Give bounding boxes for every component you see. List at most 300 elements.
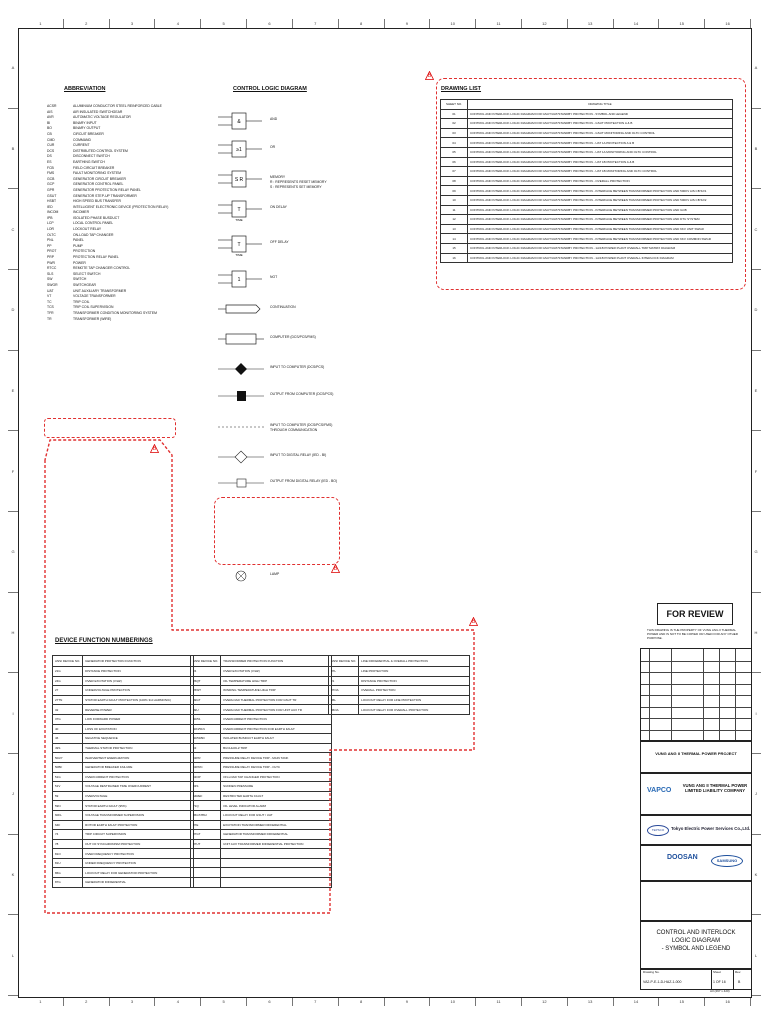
device-function: VOLTAGE TRANSFORMER SUPERVISION	[83, 810, 194, 820]
left-ruler	[8, 28, 18, 996]
device-function: LOCKOUT RELAY FOR OVERALL PROTECTION	[359, 705, 470, 715]
device-function: TRIP CIRCUIT SUPERVISION	[83, 830, 194, 840]
abbreviation-meaning: CURRENT	[73, 143, 90, 148]
abbreviation-code: GCB	[47, 176, 55, 181]
svg-text:&: &	[237, 119, 241, 125]
ruler-row: L	[8, 915, 18, 996]
device-function-header: GENERATOR PROTECTION FUNCTION	[83, 656, 194, 667]
title-box	[640, 920, 752, 970]
device-no-header: ANSI DEVICE NO.	[191, 656, 221, 667]
logic-label: COMPUTER (DCS/PCS/FMS)	[270, 335, 316, 339]
abbreviation-code: TR	[47, 316, 52, 321]
device-no: 26WT	[191, 686, 221, 696]
device-no: 49U	[191, 705, 221, 715]
contractor-logo: DOOSAN	[667, 854, 698, 861]
abbreviation-meaning: FIELD CIRCUIT BREAKER	[73, 165, 115, 170]
abbreviation-meaning: EARTHING SWITCH	[73, 159, 105, 164]
ruler-row: L	[751, 915, 761, 996]
ruler-col: 14	[614, 997, 660, 1006]
device-function: OVER FREQUENCY PROTECTION	[83, 849, 194, 859]
device-function: OVERLOAD THERMAL PROTECTION FOR UNIT AUX TR	[221, 705, 332, 715]
abbreviation-code: PP	[47, 243, 52, 248]
abbreviation-code: INCOM	[47, 210, 59, 215]
revision-triangle: B	[331, 564, 340, 573]
device-no: 87OA	[329, 686, 359, 696]
abbreviation-code: LCP	[47, 221, 54, 226]
device-no: 50N/51N	[191, 724, 221, 734]
ruler-col: 6	[247, 997, 293, 1006]
doc-number-box	[640, 968, 752, 990]
abbreviation-meaning: INCOMER	[73, 210, 90, 215]
ruler-col: 9	[385, 997, 431, 1006]
abbreviation-code: OLTC	[47, 232, 56, 237]
abbreviation-meaning: ON-LOAD TAP CHANGER	[73, 232, 114, 237]
ruler-row: D	[8, 270, 18, 351]
abbreviation-meaning: DISCONNECT SWITCH	[73, 154, 110, 159]
ruler-col: 2	[64, 19, 110, 28]
device-function: THERMAL STATOR PROTECTION	[83, 743, 194, 753]
device-function-header: TRANSFORMER PROTECTION FUNCTION	[221, 656, 332, 667]
ruler-row: J	[751, 754, 761, 835]
ruler-row: A	[8, 28, 18, 109]
drawing-title-cell: CONTROL AND INTERLOCK LOGIC DIAGRAM FOR GSUT/UAT/STANDBY PROTECTION - INTERFACE BETWEEN TRANSFORMER PROTECTION AND GCB	[468, 205, 733, 215]
ruler-col: 12	[522, 19, 568, 28]
logic-symbol	[218, 359, 264, 381]
drawing-title-cell: CONTROL AND INTERLOCK LOGIC DIAGRAM FOR GSUT/UAT/STANDBY PROTECTION - GSUT MONITORING AND OLTC CONTROL	[468, 128, 733, 138]
device-no: 87L	[329, 667, 359, 677]
sheet-no: 09	[441, 186, 468, 196]
abbreviation-meaning: GENERATOR CIRCUIT BREAKER	[73, 176, 126, 181]
device-no: 21G	[53, 667, 83, 677]
abbreviation-code: SWGR	[47, 283, 58, 287]
ruler-col: 3	[110, 997, 156, 1006]
project-box	[640, 740, 752, 774]
ruler-col: 5	[201, 19, 247, 28]
svg-text:TIME: TIME	[235, 218, 243, 221]
top-ruler	[18, 19, 751, 28]
device-function: ON-LOAD TAP CHANGER PROTECTION	[221, 772, 332, 782]
device-function: OIL TEMPERATURE HIGH TRIP	[221, 676, 332, 686]
logic-symbol	[218, 299, 264, 321]
device-function: LINE PROTECTION	[359, 667, 470, 677]
device-no: 87GT	[191, 830, 221, 840]
logic-title: CONTROL LOGIC DIAGRAM	[233, 86, 307, 92]
logic-symbol	[218, 386, 264, 408]
abbreviation-code: PNL	[47, 238, 54, 243]
device-no: 86OA	[329, 705, 359, 715]
ruler-col: 15	[659, 997, 705, 1006]
device-function: OIL LEVEL INDICATOR ALARM	[221, 801, 332, 811]
logic-label: ON DELAY	[270, 205, 287, 209]
device-no: 40	[53, 724, 83, 734]
rev-number: B	[738, 980, 741, 984]
drawing-title-cell: CONTROL AND INTERLOCK LOGIC DIAGRAM FOR GSUT/UAT/STANDBY PROTECTION - UAT 1A PROTECTION A & B	[468, 138, 733, 148]
title-line-2: LOGIC DIAGRAM	[671, 938, 721, 944]
sheet-no: 12	[441, 215, 468, 225]
device-function: OVERCURRENT PROTECTION	[83, 772, 194, 782]
drawing-title-cell: CONTROL AND INTERLOCK LOGIC DIAGRAM FOR GSUT/UAT/STANDBY PROTECTION - 1A/1B POWER PLANT OVERALL INTERLOCK DIAGRAM	[468, 253, 733, 263]
blank-box	[640, 880, 752, 922]
drawing-title-cell: CONTROL AND INTERLOCK LOGIC DIAGRAM FOR GSUT/UAT/STANDBY PROTECTION - GSUT PROTECTION A & B	[468, 119, 733, 129]
drawing-title-cell: CONTROL AND INTERLOCK LOGIC DIAGRAM FOR GSUT/UAT/STANDBY PROTECTION - INTERFACE BETWEEN TRANSFORMER PROTECTION AND 6KV COMMON SWGR	[468, 234, 733, 244]
ruler-col: 10	[430, 19, 476, 28]
ruler-row: B	[8, 109, 18, 190]
drawing-title	[641, 929, 751, 953]
device-function: PRESSURE RELAY DEVICE TRIP - OLTC	[221, 762, 332, 772]
review-text: FOR REVIEW	[666, 609, 724, 619]
abbreviation-code: AIS	[47, 109, 53, 114]
ruler-row: I	[751, 673, 761, 754]
svg-text:T: T	[237, 207, 241, 213]
abbreviation-code: TC	[47, 299, 52, 304]
ruler-col: 13	[568, 19, 614, 28]
abbreviation-meaning: BINARY INPUT	[73, 120, 97, 125]
abbreviation-list	[47, 104, 217, 322]
device-function: EXCITATION TRANSFORMER DIFFERENTIAL	[221, 820, 332, 830]
review-note: THIS DRAWING IS THE PROPERTY OF VUNG ANG II THERMAL POWER AND IS NOT TO BE COPIED OR USED FOR ANY OTHER PURPOSE.	[647, 628, 738, 640]
ruler-row: H	[751, 593, 761, 674]
ruler-col: 11	[476, 997, 522, 1006]
doc-label: Drawing No.	[643, 970, 660, 974]
device-no: 50/51	[191, 714, 221, 724]
contractor-box	[640, 844, 752, 882]
device-no: 50/51BD	[191, 734, 221, 744]
ruler-col: 13	[568, 997, 614, 1006]
logic-symbol	[218, 139, 264, 161]
abbreviation-code: ES	[47, 159, 52, 164]
device-no: 63OP	[191, 772, 221, 782]
device-function: RESTRICTED EARTH FAULT	[221, 791, 332, 801]
device-function: VOLTAGE RESTRAINED TIME OVERCURRENT	[83, 782, 194, 792]
logic-label: MEMORY R : REPRESENTS RESET MEMORY S : REPRESENTS SET MEMORY	[270, 175, 327, 189]
col-sheet: SHEET NO.	[441, 100, 468, 110]
consultant-name: Tokyo Electric Power Services Co.,Ltd.	[671, 826, 751, 831]
sheet-no: 16	[441, 253, 468, 263]
abbreviation-code: AVR	[47, 115, 54, 120]
ruler-row: B	[751, 109, 761, 190]
ruler-row: H	[8, 593, 18, 674]
logic-label: OFF DELAY	[270, 240, 289, 244]
abbreviation-title: ABBREVIATION	[64, 86, 106, 92]
device-no: 64F	[53, 820, 83, 830]
device-function: LOCKOUT RELAY FOR GSUT / UAT	[221, 810, 332, 820]
sheet-no: 04	[441, 138, 468, 148]
device-function: DISTANCE PROTECTION	[359, 676, 470, 686]
device-no: 51V	[53, 782, 83, 792]
title-line-1: CONTROL AND INTERLOCK	[656, 930, 736, 936]
device-no: 63	[191, 743, 221, 753]
owner-box	[640, 772, 752, 816]
sheet-no: 15	[441, 243, 468, 253]
abbreviation-code: PRP	[47, 255, 54, 260]
device-function: GENERATOR TRANSFORMER DIFFERENTIAL	[221, 830, 332, 840]
abbreviation-meaning: PANEL	[73, 238, 84, 243]
abbreviation-meaning: AUTOMATIC VOLTAGE REGULATOR	[73, 115, 131, 120]
device-no: 59N	[53, 801, 83, 811]
abbreviation-meaning: INTELLIGENT ELECTRONIC DEVICE (PROTECTION RELAY)	[73, 204, 169, 209]
review-stamp	[657, 603, 733, 625]
device-no: 49S	[53, 743, 83, 753]
logic-label: CONTINUATION	[270, 305, 296, 309]
abbreviation-code: FMS	[47, 171, 55, 176]
device-function: OVERALL PROTECTION	[359, 686, 470, 696]
abbreviation-meaning: POWER	[73, 260, 86, 265]
device-function: DISTANCE PROTECTION	[83, 667, 194, 677]
logic-symbol	[218, 329, 264, 351]
device-function: BUCHHOLZ TRIP	[221, 743, 332, 753]
abbreviation-meaning: BINARY OUTPUT	[73, 126, 101, 131]
consultant-box	[640, 814, 752, 846]
abbreviation-code: BO	[47, 126, 52, 131]
project-name: VUNG ANG II THERMAL POWER PROJECT	[655, 751, 737, 756]
sheet-size: A3 (297 x 420)	[710, 989, 730, 993]
bottom-ruler	[18, 997, 751, 1006]
device-function: WINDING TEMPERATURE HIGH TRIP	[221, 686, 332, 696]
ruler-col: 8	[339, 19, 385, 28]
abbreviation-meaning: GENERATOR CONTROL PANEL	[73, 182, 124, 187]
abbreviation-code: TFR	[47, 310, 54, 315]
ruler-col: 1	[18, 19, 64, 28]
logic-symbol	[218, 169, 264, 191]
abbreviation-meaning: CIRCUIT BREAKER	[73, 131, 104, 136]
device-no: 78	[53, 839, 83, 849]
abbreviation-meaning: GENERATOR STEP-UP TRANSFORMER	[73, 193, 137, 198]
logic-label: LAMP	[270, 572, 280, 576]
abbreviation-code: GSUT	[47, 193, 57, 198]
drawing-title-cell: CONTROL AND INTERLOCK LOGIC DIAGRAM FOR GSUT/UAT/STANDBY PROTECTION - 1A/1B POWER PLANT OVERALL TRIP MATRIX DIAGRAM	[468, 243, 733, 253]
device-no: 51G	[53, 772, 83, 782]
abbreviation-code: GPR	[47, 187, 55, 192]
abbreviation-meaning: HIGH SPEED BUS TRANSFER	[73, 199, 121, 204]
abbreviation-code: FCB	[47, 165, 54, 170]
sheet-label: Sheet	[713, 970, 721, 974]
drawing-title-cell: CONTROL AND INTERLOCK LOGIC DIAGRAM FOR GSUT/UAT/STANDBY PROTECTION - UAT 1B PROTECTION A & B	[468, 157, 733, 167]
logic-label: OUTPUT FROM COMPUTER (DCS/PCS)	[270, 392, 334, 396]
device-title: DEVICE FUNCTION NUMBERINGS	[55, 638, 153, 644]
abbreviation-meaning: UNIT AUXILIARY TRANSFORMER	[73, 288, 127, 293]
ruler-row: J	[8, 754, 18, 835]
ruler-col: 10	[430, 997, 476, 1006]
revision-triangle: B	[150, 444, 159, 453]
abbreviation-meaning: SWITCHGEAR	[73, 283, 96, 287]
logic-symbol	[218, 111, 264, 133]
rev-label: Rev.	[735, 970, 741, 974]
device-function: LOCKOUT RELAY FOR LINE PROTECTION	[359, 695, 470, 705]
device-function: LOW FORWARD POWER	[83, 714, 194, 724]
abbreviation-code: TCS	[47, 305, 54, 310]
svg-text:≥1: ≥1	[236, 147, 242, 153]
sheet-no: 05	[441, 147, 468, 157]
drawing-title-cell: CONTROL AND INTERLOCK LOGIC DIAGRAM FOR GSUT/UAT/STANDBY PROTECTION - UAT 1B MONITORING AND OLTC CONTROL	[468, 167, 733, 177]
ruler-col: 16	[705, 997, 751, 1006]
device-function: OVER EXCITATION (V/HZ)	[83, 676, 194, 686]
logic-symbol	[218, 234, 264, 256]
ruler-row: E	[8, 351, 18, 432]
ruler-row: G	[751, 512, 761, 593]
svg-text:T: T	[237, 242, 241, 248]
device-no: 87UT	[191, 839, 221, 849]
abbreviation-code: GCP	[47, 182, 55, 187]
abbreviation-code: ACSR	[47, 104, 57, 108]
logic-label: AND	[270, 117, 278, 121]
consultant-logo: TEPSCO	[647, 825, 669, 836]
drawing-title-cell: CONTROL AND INTERLOCK LOGIC DIAGRAM FOR GSUT/UAT/STANDBY PROTECTION - UAT 1A MONITORING AND OLTC CONTROL	[468, 147, 733, 157]
abbreviation-code: PWR	[47, 260, 55, 265]
device-no: 32	[53, 705, 83, 715]
device-function: UNDER FREQUENCY PROTECTION	[83, 858, 194, 868]
owner-name: VUNG ANG II THERMAL POWER LIMITED LIABILITY COMPANY	[682, 783, 748, 793]
sheet-no: 14	[441, 234, 468, 244]
device-no: 63S	[191, 782, 221, 792]
owner-logo: VAPCO	[647, 787, 672, 794]
device-no: 24	[191, 667, 221, 677]
device-no: 64REF	[191, 791, 221, 801]
abbreviation-meaning: SELECT SWITCH	[73, 271, 101, 276]
drawing-title-cell: CONTROL AND INTERLOCK LOGIC DIAGRAM FOR GSUT/UAT/STANDBY PROTECTION - OVERALL PROTECTION	[468, 176, 733, 186]
sheet-number: 1 OF 16	[713, 980, 726, 984]
ruler-row: C	[8, 189, 18, 270]
device-no: 86G	[53, 868, 83, 878]
ruler-row: K	[751, 835, 761, 916]
abbreviation-code: PROT	[47, 249, 57, 254]
right-ruler	[751, 28, 761, 996]
sheet-no: 07	[441, 167, 468, 177]
abbreviation-meaning: ISOLATED PHASE BUSDUCT	[73, 215, 120, 220]
abbreviation-meaning: DISTRIBUTED CONTROL SYSTEM	[73, 148, 128, 153]
title-line-3: - SYMBOL AND LEGEND	[661, 946, 731, 952]
abbreviation-code: UAT	[47, 288, 54, 293]
device-no: 63PR	[191, 753, 221, 763]
device-no: 24G	[53, 676, 83, 686]
abbreviation-code: BI	[47, 120, 51, 125]
ruler-row: F	[8, 431, 18, 512]
device-no: 87G	[53, 878, 83, 888]
device-no: 26QT	[191, 676, 221, 686]
device-function: OVERLOAD THERMAL PROTECTION FOR GSUT TR	[221, 695, 332, 705]
ruler-col: 3	[110, 19, 156, 28]
logic-symbol	[218, 269, 264, 291]
abbreviation-meaning: LOCKOUT RELAY	[73, 227, 102, 232]
device-no: 37G	[53, 714, 83, 724]
device-function: UNIT AUX TRANSFORMER DIFFERENTIAL PROTECTION	[221, 839, 332, 849]
abbreviation-code: SLS	[47, 271, 54, 276]
revision-triangle: B	[469, 617, 478, 626]
ruler-row: F	[751, 431, 761, 512]
abbreviation-meaning: VOLTAGE TRANSFORMER	[73, 294, 116, 299]
device-no: 50/27	[53, 753, 83, 763]
abbreviation-code: CB	[47, 131, 52, 136]
device-no: 71Q	[191, 801, 221, 811]
abbreviation-code: IED	[47, 204, 53, 209]
device-no-header: ANSI DEVICE NO.	[329, 656, 359, 667]
drawing-list-title: DRAWING LIST	[441, 86, 482, 92]
revision-triangle: B	[425, 71, 434, 80]
device-function-header: LINE DIFFERENTIAL & OVERALL PROTECTION	[359, 656, 470, 667]
svg-text:S R: S R	[234, 177, 244, 183]
revision-cloud-drawing-list	[436, 78, 746, 290]
device-no: 81O	[53, 849, 83, 859]
logic-symbol	[218, 199, 264, 221]
abbreviation-code: LOR	[47, 227, 54, 232]
drawing-title-cell: CONTROL AND INTERLOCK LOGIC DIAGRAM FOR GSUT/UAT/STANDBY PROTECTION - INTERFACE BETWEEN TRANSFORMER PROTECTION AND DTU SYSTEM	[468, 215, 733, 225]
device-no: 63PRC	[191, 762, 221, 772]
logic-label: NOT	[270, 275, 278, 279]
ruler-col: 11	[476, 19, 522, 28]
ruler-col: 4	[155, 997, 201, 1006]
abbreviation-code: SW	[47, 277, 53, 282]
abbreviation-meaning: LOCAL CONTROL PANEL	[73, 221, 114, 226]
sheet-no: 06	[441, 157, 468, 167]
device-function: OUT OF SYNCHRONISM PROTECTION	[83, 839, 194, 849]
device-function: LOCKOUT RELAY FOR GENERATOR PROTECTION	[83, 868, 194, 878]
abbreviation-meaning: TRIP COIL SUPERVISION	[73, 305, 114, 310]
device-no: 60FL	[53, 810, 83, 820]
sheet-no: 03	[441, 128, 468, 138]
device-function: OVER EXCITATION (V/HZ)	[221, 667, 332, 677]
device-function: NEGATIVE SEQUENCE	[83, 734, 194, 744]
abbreviation-meaning: AIR INSULATED SWITCHGEAR	[73, 109, 123, 114]
abbreviation-meaning: TRIP COIL	[73, 299, 90, 304]
device-no: 86GT/86U	[191, 810, 221, 820]
device-no: 21	[329, 676, 359, 686]
contractor-logo-2: SAMSUNG	[711, 855, 743, 867]
logic-label: INPUT TO DIGITAL RELAY (IED - BI)	[270, 453, 327, 457]
abbreviation-meaning: SWITCH	[73, 277, 87, 282]
device-function: INADVERTENT ENERGIZATION	[83, 753, 194, 763]
svg-text:1: 1	[237, 277, 241, 283]
device-no: 49GT	[191, 695, 221, 705]
ruler-col: 16	[705, 19, 751, 28]
abbreviation-code: CUR	[47, 143, 55, 148]
device-no: 46	[53, 734, 83, 744]
abbreviation-item	[47, 317, 217, 323]
abbreviation-code: DCS	[47, 148, 55, 153]
logic-label: OUTPUT FROM DIGITAL RELAY (IED - BO)	[270, 479, 338, 483]
ruler-col: 9	[385, 19, 431, 28]
device-function: ROTOR EARTH FAULT PROTECTION	[83, 820, 194, 830]
abbreviation-code: VT	[47, 294, 52, 299]
doc-number: VA2-P-E-1-D-HAZ-1-000	[643, 980, 682, 984]
revision-cloud-device	[40, 430, 480, 920]
abbreviation-meaning: TRANSFORMER (WIRE)	[73, 316, 112, 321]
device-function: OVERCURRENT PROTECTION FOR EARTH FAULT	[221, 724, 332, 734]
device-function: SUDDEN PRESSURE	[221, 782, 332, 792]
ruler-col: 7	[293, 997, 339, 1006]
device-no: 81U	[53, 858, 83, 868]
device-function: LOSS OF EXCITATION	[83, 724, 194, 734]
device-function: GENERATOR DIFFERENTIAL	[83, 878, 194, 888]
device-no-header: ANSI DEVICE NO.	[53, 656, 83, 667]
sheet-no: 01	[441, 109, 468, 119]
device-function: STATOR EARTH FAULT PROTECTION (100% 3rd HARMONIC)	[83, 695, 194, 705]
ruler-row: D	[751, 270, 761, 351]
device-function: PRESSURE RELAY DEVICE TRIP - MAIN TANK	[221, 753, 332, 763]
logic-label: OR	[270, 145, 276, 149]
abbreviation-meaning: REMOTE TAP CHANGER CONTROL	[73, 266, 131, 271]
abbreviation-code: IPB	[47, 215, 53, 220]
abbreviation-meaning: ALUMINIUM CONDUCTOR STEEL REINFORCED CABLE	[73, 104, 162, 108]
ruler-col: 5	[201, 997, 247, 1006]
revision-table	[640, 648, 752, 742]
sheet-no: 11	[441, 205, 468, 215]
drawing-title-cell: CONTROL AND INTERLOCK LOGIC DIAGRAM FOR GSUT/UAT/STANDBY PROTECTION - INTERFACE BETWEEN TRANSFORMER PROTECTION AND 500KV AIS CB 52/2	[468, 195, 733, 205]
abbreviation-meaning: COMMAND	[73, 137, 91, 142]
device-no: 27	[53, 686, 83, 696]
sheet-no: 13	[441, 224, 468, 234]
drawing-title-cell: CONTROL AND INTERLOCK LOGIC DIAGRAM FOR GSUT/UAT/STANDBY PROTECTION - INTERFACE BETWEEN TRANSFORMER PROTECTION AND 6KV UNIT SWGR	[468, 224, 733, 234]
drawing-title-cell: CONTROL AND INTERLOCK LOGIC DIAGRAM FOR GSUT/UAT/STANDBY PROTECTION - SYMBOL AND LEGEND	[468, 109, 733, 119]
sheet-no: 02	[441, 119, 468, 129]
